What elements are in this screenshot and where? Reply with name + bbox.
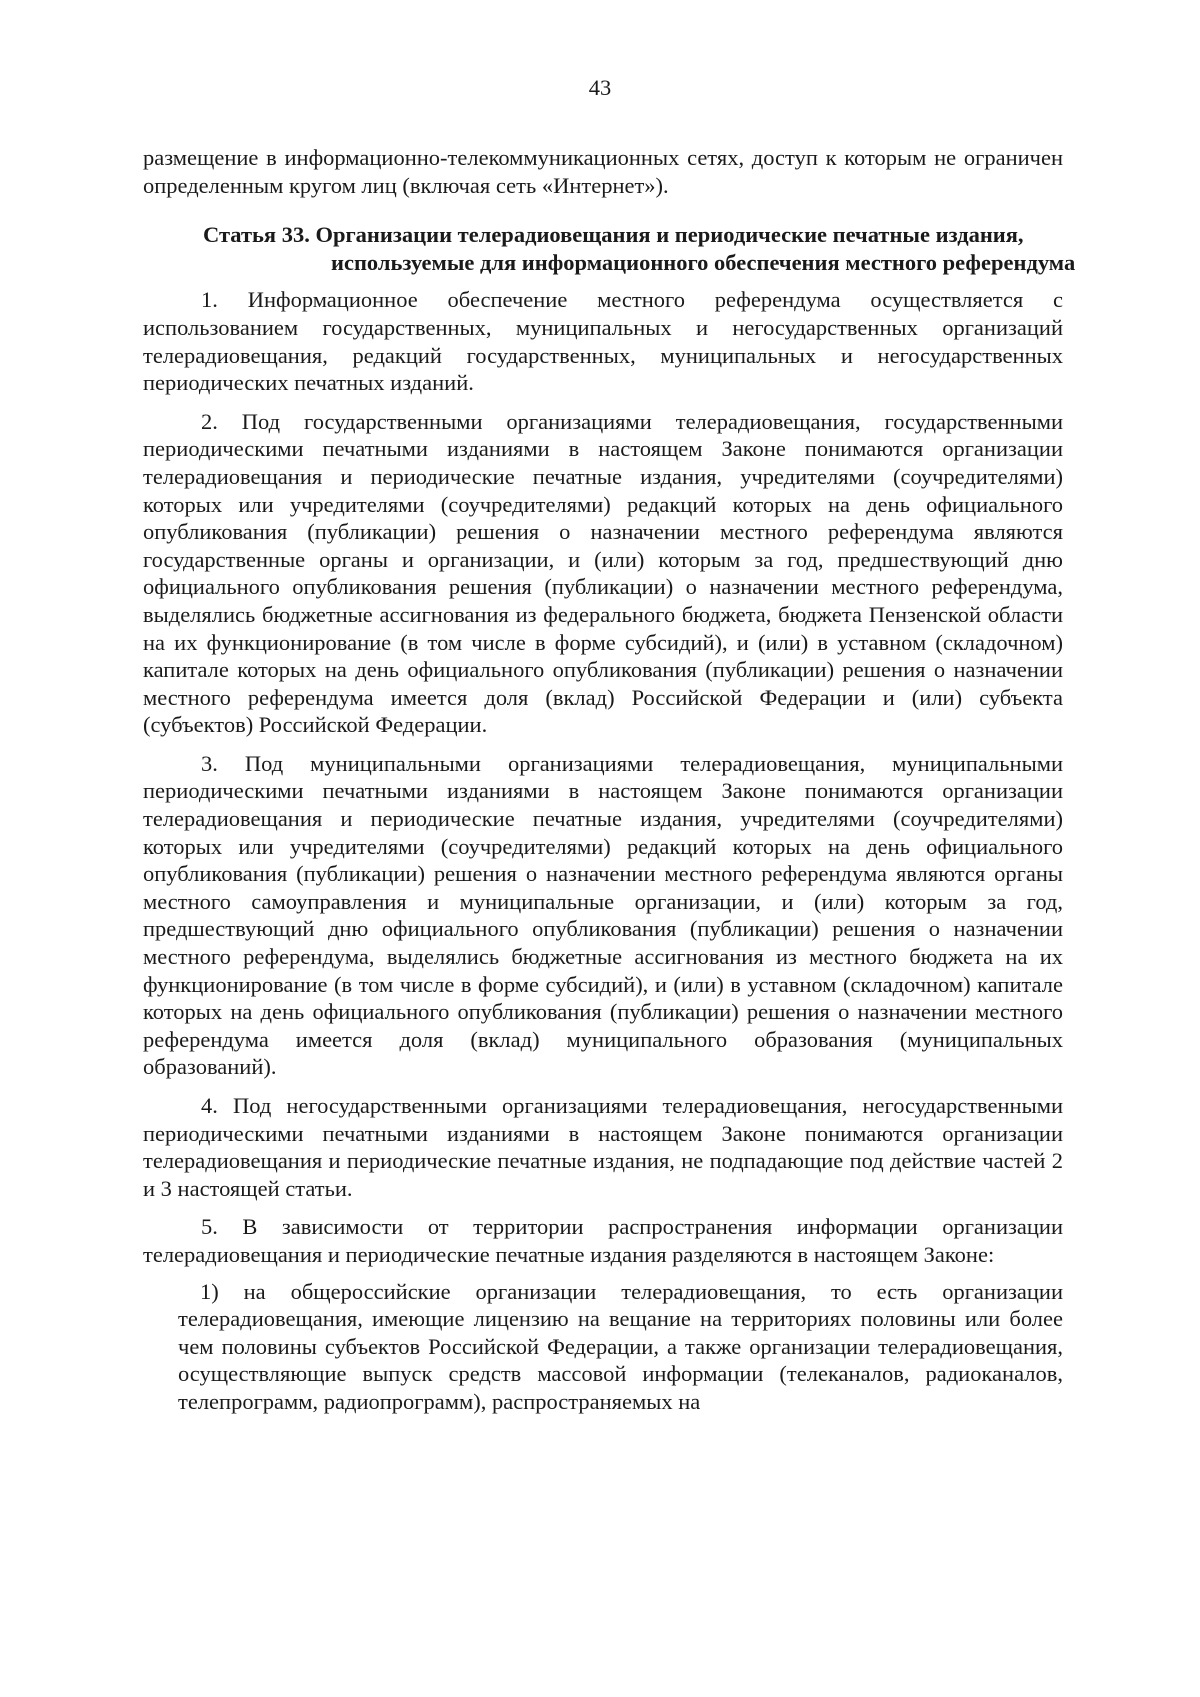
paragraph-3: 3. Под муниципальными организациями телерадиовещания, муниципальными периодическими печатными изданиями в настоящем Законе понимаются организации телерадиовещания и периодические печатные издания, учредителями (соучредителями) которых или учредителями (соучредителями) редакций которых на день официального опубликования (публикации) решения о назначении местного референдума являются органы местного самоуправления и муниципальные организации, и (или) которым за год, предшествующий дню официального опубликования (публикации) решения о назначении местного референдума, выделялись бюджетные ассигнования из местного бюджета на их функционирование (в том числе в форме субсидий), и (или) в уставном (складочном) капитале которых на день официального опубликования (публикации) решения о назначении местного референдума имеется доля (вклад) муниципального образования (муниципальных образований).: [143, 750, 1063, 1080]
article-heading: [143, 221, 1076, 276]
article-title: Статья 33. Организации телерадиовещания и периодические печатные издания, используемые для информационного обеспечения местного референдума: [203, 222, 1076, 275]
page-number: 43: [588, 75, 612, 100]
paragraph-4: 4. Под негосударственными организациями телерадиовещания, негосударственными периодическими печатными изданиями в настоящем Законе понимаются организации телерадиовещания и периодические печатные издания, не подпадающие под действие частей 2 и 3 настоящей статьи.: [143, 1093, 1063, 1201]
page-content: [143, 144, 1076, 1416]
paragraph-1: 1. Информационное обеспечение местного референдума осуществляется с использованием государственных, муниципальных и негосударственных организаций телерадиовещания, редакций государственных, муниципальных и негосударственных периодических печатных изданий.: [143, 287, 1063, 396]
paragraph-2: 2. Под государственными организациями телерадиовещания, государственными периодическими печатными изданиями в настоящем Законе понимаются организации телерадиовещания и периодические печатные издания, учредителями (соучредителями) которых или учредителями (соучредителями) редакций которых на день официального опубликования (публикации) решения о назначении местного референдума являются государственные органы и организации, и (или) которым за год, предшествующий дню официального опубликования решения (публикации) о назначении местного референдума, выделялись бюджетные ассигнования из федерального бюджета, бюджета Пензенской области на их функционирование (в том числе в форме субсидий), и (или) в уставном (складочном) капитале которых на день официального опубликования (публикации) решения о назначении местного референдума имеется доля (вклад) Российской Федерации и (или) субъекта (субъектов) Российской Федерации.: [143, 408, 1063, 738]
paragraph-5: 5. В зависимости от территории распространения информации организации телерадиовещания и периодические печатные издания разделяются в настоящем Законе:: [143, 1214, 1063, 1267]
intro-paragraph: размещение в информационно-телекоммуникационных сетях, доступ к которым не ограничен определенным кругом лиц (включая сеть «Интернет»).: [143, 145, 1063, 198]
sub-item-1: 1) на общероссийские организации телерадиовещания, то есть организации телерадиовещания, имеющие лицензию на вещание на территориях половины или более чем половины субъектов Российской Федерации, а также организации телерадиовещания, осуществляющие выпуск средств массовой информации (телеканалов, радиоканалов, телепрограмм, радиопрограмм), распространяемых на: [178, 1278, 1063, 1414]
